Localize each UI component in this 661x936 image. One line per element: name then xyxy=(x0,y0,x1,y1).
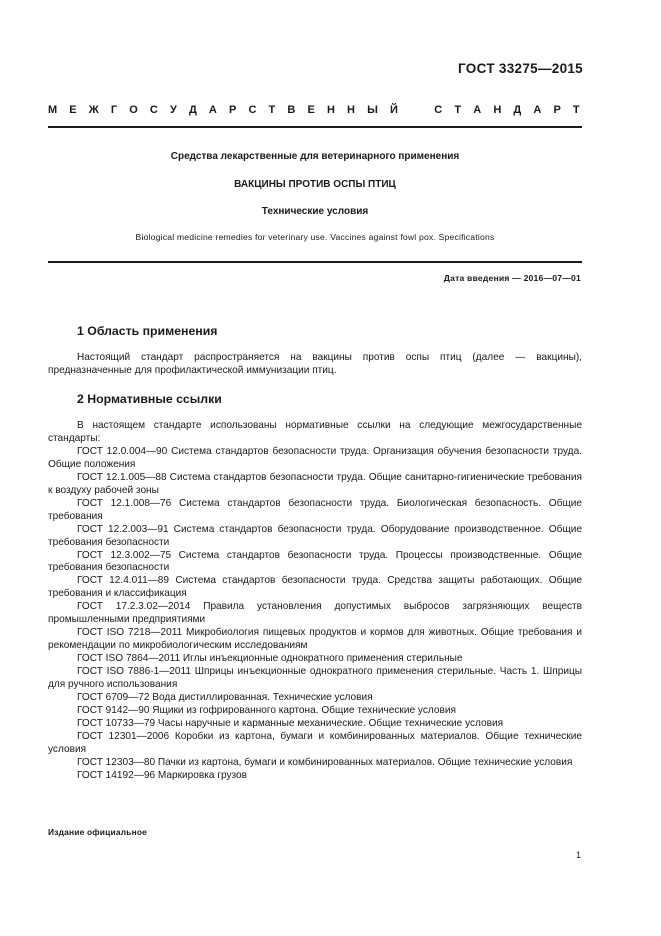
heading-letter: Й xyxy=(390,104,398,116)
heading-letter: А xyxy=(473,104,482,116)
reference-item: ГОСТ ISO 7218—2011 Микробиология пищевых продуктов и кормов для животных. Общие требования и рекомендации по микробиологическим исследованиям xyxy=(48,627,583,652)
reference-item: ГОСТ ISO 7886-1—2011 Шприцы инъекционные однократного применения стерильные. Часть 1. Шприцы для ручного использования xyxy=(48,666,582,691)
reference-item: ГОСТ 12.1.005—88 Система стандартов безопасности труда. Общие санитарно-гигиенические требования к воздуху рабочей зоны xyxy=(48,471,582,496)
reference-item: ГОСТ 6709—72 Вода дистиллированная. Технические условия xyxy=(77,692,373,704)
heading-letter: Р xyxy=(229,104,237,116)
section-1-body xyxy=(48,352,582,378)
reference-item: ГОСТ 12.4.011—89 Система стандартов безопасности труда. Средства защиты работающих. Общие требования и классификация xyxy=(48,575,582,600)
reference-item: ГОСТ 12.1.008—76 Система стандартов безопасности труда. Биологическая безопасность. Общие требования xyxy=(48,497,582,522)
heading-letter: У xyxy=(169,104,177,116)
heading-letter: Н xyxy=(326,104,335,116)
heading-letter: Д xyxy=(513,104,522,116)
reference-item: ГОСТ 17.2.3.02—2014 Правила установления допустимых выбросов загрязняющих веществ промышленными предприятиями xyxy=(48,601,582,626)
top-divider xyxy=(48,126,582,128)
section-2-intro: В настоящем стандарте использованы нормативные ссылки на следующие межгосударственные стандарты: xyxy=(48,420,582,444)
heading-letter: А xyxy=(533,104,542,116)
heading-letter: Т xyxy=(454,104,462,116)
heading-letter: Ж xyxy=(88,104,99,116)
section-2-heading: 2 Нормативные ссылки xyxy=(77,392,222,406)
reference-item: ГОСТ 12303—80 Пачки из картона, бумаги и комбинированных материалов. Общие технические условия xyxy=(77,756,573,768)
heading-letter: Р xyxy=(553,104,561,116)
heading-letter: Г xyxy=(110,104,118,116)
heading-letter: С xyxy=(248,104,257,116)
reference-item: ГОСТ 9142—90 Ящики из гофрированного картона. Общие технические условия xyxy=(77,704,456,716)
heading-letter: В xyxy=(287,104,296,116)
section-1-paragraph: Настоящий стандарт распространяется на вакцины против оспы птиц (далее — вакцины), предназначенные для профилактической иммунизации птиц. xyxy=(48,352,582,376)
heading-letter: Д xyxy=(188,104,197,116)
page-number: 1 xyxy=(575,850,581,860)
document-number: ГОСТ 33275—2015 xyxy=(458,61,583,76)
heading-letter: Н xyxy=(493,104,502,116)
heading-letter: Е xyxy=(307,104,315,116)
reference-item: ГОСТ 10733—79 Часы наручные и карманные механические. Общие технические условия xyxy=(77,717,504,729)
section-1-heading: 1 Область применения xyxy=(77,324,218,338)
title-divider xyxy=(48,261,582,263)
heading-letter: Е xyxy=(69,104,77,116)
heading-letter: О xyxy=(129,104,138,116)
interstate-standard-heading xyxy=(48,104,580,116)
reference-item: ГОСТ 12.0.004—90 Система стандартов безопасности труда. Организация обучения безопасности труда. Общие положения xyxy=(48,445,582,470)
heading-letter: Т xyxy=(268,104,276,116)
heading-letter: А xyxy=(208,104,217,116)
standard-title-name: ВАКЦИНЫ ПРОТИВ ОСПЫ ПТИЦ xyxy=(234,179,396,190)
standard-title-english: Biological medicine remedies for veterinary use. Vaccines against fowl pox. Specifications xyxy=(135,232,495,242)
heading-letter: М xyxy=(48,104,58,116)
official-edition-label: Издание официальное xyxy=(48,827,147,837)
heading-letter: С xyxy=(149,104,158,116)
normative-references-list xyxy=(48,420,582,783)
reference-item: ГОСТ ISO 7864—2011 Иглы инъекционные однократного применения стерильные xyxy=(77,653,463,665)
heading-letter: Ы xyxy=(367,104,378,116)
reference-item: ГОСТ 12.2.003—91 Система стандартов безопасности труда. Оборудование производственное. Общие требования безопасности xyxy=(48,523,582,548)
heading-letter: Н xyxy=(347,104,355,116)
heading-letter: Т xyxy=(572,104,580,116)
standard-title-main: Средства лекарственные для ветеринарного применения xyxy=(170,151,460,162)
reference-item: ГОСТ 12.3.002—75 Система стандартов безопасности труда. Процессы производственные. Общие требования безопасности xyxy=(48,549,582,574)
heading-letter: С xyxy=(434,104,443,116)
introduction-date: Дата введения — 2016—07—01 xyxy=(443,273,581,283)
reference-item: ГОСТ 12301—2006 Коробки из картона, бумаги и комбинированных материалов. Общие технические условия xyxy=(48,730,582,755)
standard-title-spec: Технические условия xyxy=(261,206,369,217)
reference-item: ГОСТ 14192—96 Маркировка грузов xyxy=(77,769,248,781)
